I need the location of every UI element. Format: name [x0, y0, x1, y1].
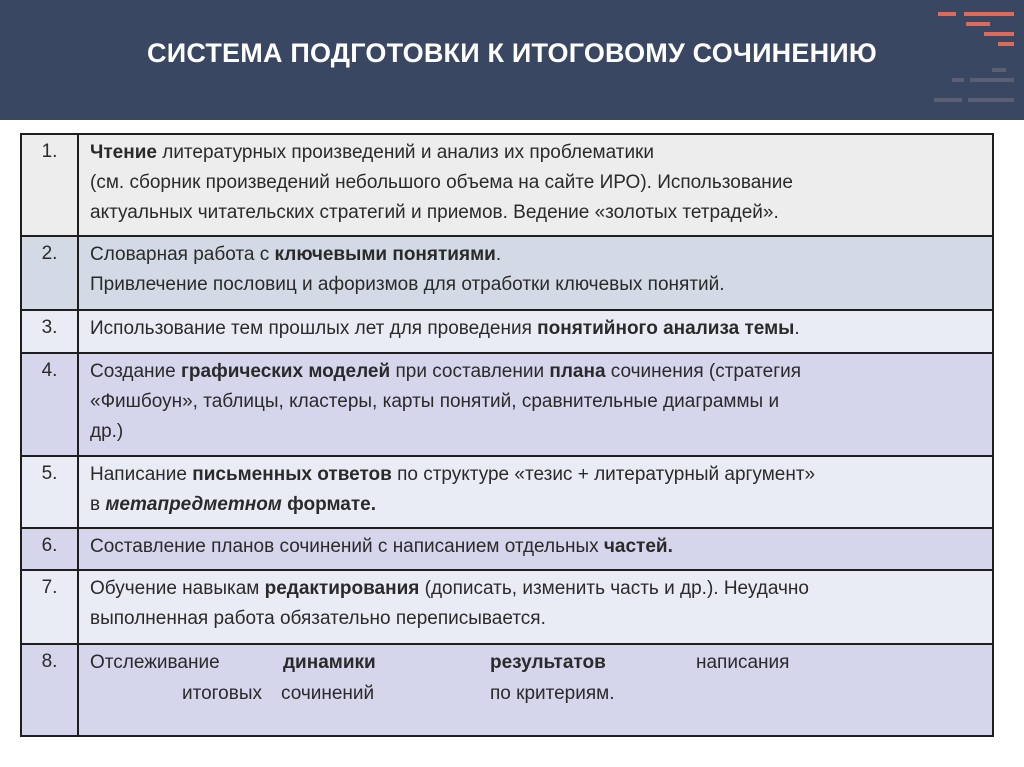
row-line: [90, 138, 972, 168]
table-row: [21, 236, 993, 310]
row-text: [78, 353, 993, 456]
bold-text: Чтение: [90, 142, 157, 163]
text-segment: Использование тем прошлых лет для проведения: [90, 318, 538, 339]
bold-text: частей.: [603, 536, 673, 557]
row8-word: написания: [696, 652, 790, 673]
bold-text: формате.: [281, 494, 377, 515]
row-text: [78, 570, 993, 644]
row-line: [90, 240, 972, 270]
bold-text: ключевыми понятиями: [274, 244, 496, 265]
text-segment: др.): [90, 421, 124, 442]
text-segment: по структуре «тезис + литературный аргумент»: [391, 464, 816, 485]
text-segment: литературных произведений и анализ их проблематики: [156, 142, 654, 163]
table-row: [21, 644, 993, 736]
text-segment: .: [495, 244, 502, 265]
text-segment: выполненная работа обязательно переписывается.: [90, 608, 546, 629]
row-line: [90, 490, 972, 520]
text-segment: (см. сборник произведений небольшого объема на сайте ИРО). Использование: [90, 172, 793, 193]
text-segment: Обучение навыкам: [90, 578, 265, 599]
row-number: 8.: [21, 644, 78, 736]
row-line: [90, 198, 972, 228]
row-number: 5.: [21, 456, 78, 528]
bold-text: плана: [549, 361, 606, 382]
header-bar: [0, 0, 1024, 120]
text-segment: Написание: [90, 464, 193, 485]
page-title: СИСТЕМА ПОДГОТОВКИ К ИТОГОВОМУ СОЧИНЕНИЮ: [147, 38, 877, 68]
row-text: [78, 528, 993, 570]
row-number: 2.: [21, 236, 78, 310]
table-row: [21, 310, 993, 353]
plan-table: [20, 133, 994, 737]
text-segment: при составлении: [390, 361, 550, 382]
row-line: [90, 417, 972, 447]
bold-text: метапредметном: [105, 494, 282, 515]
text-segment: Составление планов сочинений с написанием отдельных: [90, 536, 604, 557]
row-text: [78, 236, 993, 310]
row8-word: результатов: [490, 652, 606, 673]
bold-text: редактирования: [264, 578, 420, 599]
bold-text: графических моделей: [180, 361, 391, 382]
row-line: [90, 357, 972, 387]
row8-word: итоговых: [182, 683, 262, 704]
table-row: [21, 353, 993, 456]
text-segment: сочинения (стратегия: [605, 361, 802, 382]
text-segment: Привлечение пословиц и афоризмов для отработки ключевых понятий.: [90, 274, 725, 295]
row-line: [90, 270, 972, 300]
row-number: 6.: [21, 528, 78, 570]
row-number: 1.: [21, 134, 78, 236]
row-number: 4.: [21, 353, 78, 456]
table-row: [21, 456, 993, 528]
table-row: [21, 570, 993, 644]
plan-table-container: [20, 133, 994, 737]
bold-text: письменных ответов: [192, 464, 392, 485]
text-segment: Создание: [90, 361, 181, 382]
row-text: [78, 456, 993, 528]
row8-text: [90, 648, 972, 732]
row-line: [90, 532, 972, 562]
row8-word: динамики: [283, 652, 376, 673]
row-text: [78, 134, 993, 236]
row-line: [90, 574, 972, 604]
text-segment: Словарная работа с: [90, 244, 275, 265]
row-line: [90, 387, 972, 417]
bold-text: понятийного анализа темы: [537, 318, 795, 339]
text-segment: «Фишбоун», таблицы, кластеры, карты понятий, сравнительные диаграммы и: [90, 391, 780, 412]
row-number: 7.: [21, 570, 78, 644]
row-number: 3.: [21, 310, 78, 353]
row-line: [90, 168, 972, 198]
row-text: [78, 644, 993, 736]
text-segment: .: [794, 318, 800, 339]
row-line: [90, 314, 972, 344]
text-segment: в: [90, 494, 106, 515]
row8-word: сочинений: [281, 683, 375, 704]
decorative-stripes-icon: [924, 0, 1024, 110]
text-segment: (дописать, изменить часть и др.). Неудачно: [419, 578, 809, 599]
row-text: [78, 310, 993, 353]
row8-word: по критериям.: [490, 683, 615, 704]
table-row: [21, 134, 993, 236]
row-line: [90, 604, 972, 634]
text-segment: актуальных читательских стратегий и приемов. Ведение «золотых тетрадей».: [90, 202, 779, 223]
table-row: [21, 528, 993, 570]
row8-word: Отслеживание: [90, 652, 220, 673]
row-line: [90, 460, 972, 490]
